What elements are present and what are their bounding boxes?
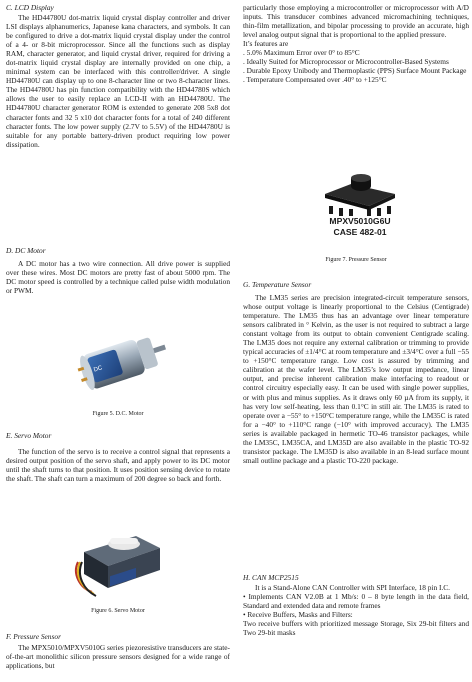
- figure-servo-motor: [74, 518, 170, 598]
- feature-item: . 5.0% Maximum Error over 0° to 85°C: [243, 48, 360, 58]
- feature-item: . Ideally Suited for Microprocessor or Microcontroller-Based Systems: [243, 57, 449, 67]
- chip-case-number: CASE 482-01: [333, 227, 387, 237]
- caption-servo-motor: Figure 6. Servo Motor: [91, 608, 145, 614]
- paragraph-temperature: The LM35 series are precision integrated-circuit temperature sensors, whose output voltage is linearly proportional to the Celsius (Centigrade) temperature. The LM35 thus has an advantage over linear temperature sensors calibrated in ° Kelvin, as the user is not required to subtract a large constant voltage from its output to obtain convenient Centigrade scaling. The LM35 does not require any external calibration or trimming to provide typical accuracies of ±1/4°C at room temperature and ±3/4°C over a full −55 to +150°C temperature range. Low cost is assured by trimming and calibration at the wafer level. The LM35’s low output impedance, linear output, and precise inherent calibration make interfacing to readout or control circuitry especially easy. It can be used with single power supplies, or with plus and minus supplies. As it draws only 60 µA from its supply, it has very low self-heating, less than 0.1°C in still air. The LM35 is rated to operate over a −55° to +150°C temperature range, while the LM35C is rated for a −40° to +110°C range (−10° with improved accuracy). The LM35 series is available packaged in hermetic TO-46 transistor packages, while the LM35C, LM35CA, and LM35D are also available in the plastic TO-92 transistor package. The LM35D is also available in an 8-lead surface mount small outline package and a plastic TO-220 package.: [243, 293, 469, 465]
- paragraph-pressure: The MPX5010/MPXV5010G series piezoresistive transducers are state-of-the-art monolithic silicon pressure sensors designed for a wide range of applications, but: [6, 643, 230, 671]
- paragraph-pressure-continued: particularly those employing a microcontroller or microprocessor with A/D inputs. This transducer combines advanced micromachining techniques, thin-film metallization, and bipolar processing to provide an accurate, high level analog output signal that is proportional to the applied pressure.: [243, 3, 469, 40]
- dc-motor-image: [66, 322, 176, 404]
- section-pressure-continued: [243, 3, 469, 84]
- section-heading-servo: E. Servo Motor: [6, 431, 52, 440]
- figure-pressure-sensor: [323, 172, 397, 216]
- caption-dc-motor: Figure 5. D.C. Motor: [92, 411, 144, 417]
- section-heading-lcd: C. LCD Display: [6, 3, 54, 12]
- paragraph-lcd: The HD44780U dot-matrix liquid crystal display controller and driver LSI displays alphanumerics, Japanese kana characters, and symbols. It can be configured to drive a dot-matrix liquid crystal display under the control of a 4- or 8-bit microprocessor. Since all the functions such as display RAM, character generator, and liquid crystal driver, required for driving a dot-matrix liquid crystal display are internally provided on one chip, a minimal system can be interfaced with this controller/driver. A single HD44780U can display up to one 8-character line or two 8-character lines. The HD44780U has pin function compatibility with the HD44780S which allows the user to easily replace an LCD-II with an HD44780U. The HD44780U character generator ROM is extended to generate 208 5x8 dot character fonts and 32 5 x10 dot character fonts for a total of 240 different character fonts. The low power supply (2.7V to 5.5V) of the HD44780U is suitable for any portable battery-driven product requiring low power dissipation.: [6, 13, 230, 149]
- section-temperature-sensor: [243, 280, 469, 465]
- section-heading-pressure: F. Pressure Sensor: [6, 632, 61, 641]
- feature-item: . Durable Epoxy Unibody and Thermoplastic (PPS) Surface Mount Package: [243, 66, 467, 76]
- chip-part-number: MPXV5010G6U: [329, 216, 391, 226]
- section-heading-temperature: G. Temperature Sensor: [243, 280, 312, 289]
- section-servo: [6, 431, 230, 483]
- section-lcd: [6, 3, 230, 149]
- can-bullet-item: • Implements CAN V2.0B at 1 Mb/s: 0 – 8 byte length in the data field, Standard and extended data and remote frames: [243, 592, 469, 611]
- paragraph-can: It is a Stand-Alone CAN Controller with SPI Interface, 18 pin I.C.: [255, 583, 450, 592]
- servo-motor-image: [74, 518, 170, 598]
- feature-item: . Temperature Compensated over .40° to +125°C: [243, 75, 387, 85]
- can-bullet-item: • Receive Buffers, Masks and Filters:: [243, 610, 353, 620]
- section-dc-motor: [6, 246, 230, 295]
- figure-dc-motor: [66, 322, 176, 404]
- can-bullet-item: Two receive buffers with prioritized message Storage, Six 29-bit filters and Two 29-bit masks: [243, 619, 469, 638]
- section-pressure-sensor: [6, 632, 230, 670]
- section-heading-can: H. CAN MCP2515: [243, 573, 299, 582]
- pressure-sensor-chip-image: [323, 172, 397, 216]
- caption-pressure-sensor: Figure 7. Pressure Sensor: [325, 257, 387, 263]
- section-can-controller: [243, 573, 469, 637]
- paragraph-servo: The function of the servo is to receive a control signal that represents a desired output position of the servo shaft, and apply power to its DC motor until the shaft turns to that position. It uses position sensing device to rotate the shaft. The shaft can turn a maximum of 200 degree so back and forth.: [6, 447, 230, 484]
- section-heading-dc-motor: D. DC Motor: [6, 246, 46, 255]
- paragraph-dc-motor: A DC motor has a two wire connection. All drive power is supplied over these wires. Most DC motors are pretty fast of about 5000 rpm. The DC motor speed is controlled by a technique called pulse width modulation or PWM.: [6, 259, 230, 296]
- svg-text:DC: DC: [93, 365, 104, 374]
- features-label: It’s features are: [243, 39, 289, 49]
